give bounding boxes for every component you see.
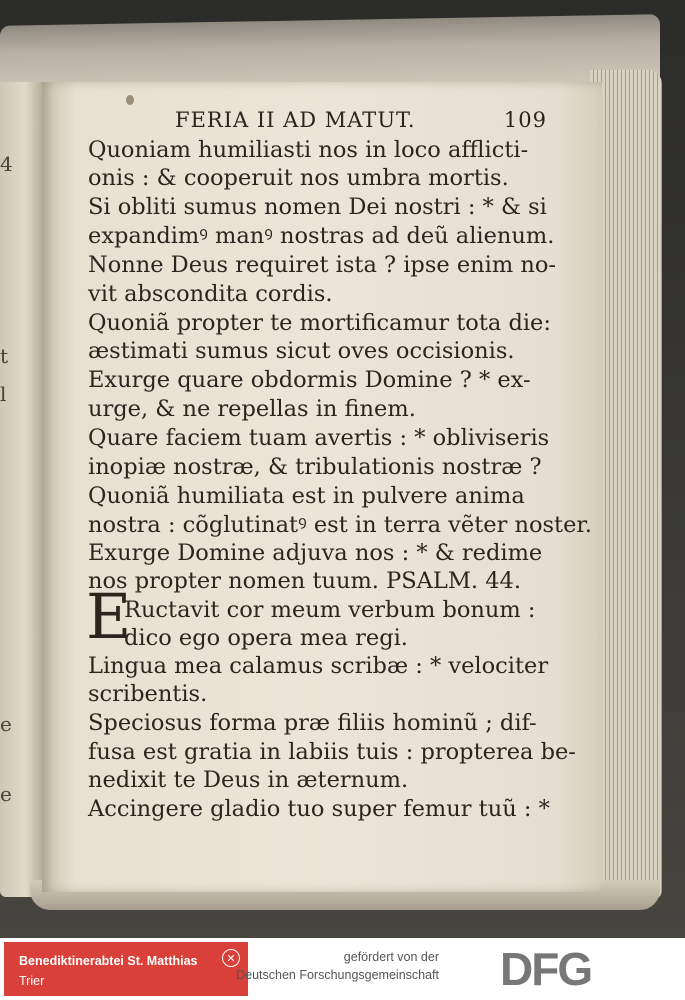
funded-by-label: gefördert von der — [343, 950, 439, 964]
text-line: Nonne Deus requiret ista ? ipse enim no- — [88, 252, 556, 278]
text-line: æstimati sumus sicut oves occisionis. — [88, 338, 515, 364]
left-margin-char: t — [0, 344, 9, 368]
text-line: Accingere gladio tuo super femur tuũ : * — [88, 796, 550, 822]
text-line: nos propter nomen tuum. PSALM. 44. — [88, 568, 521, 594]
text-line: Quoniã humiliata est in pulvere anima — [88, 483, 525, 509]
text-line: inopiæ nostræ, & tribulationis nostræ ? — [88, 454, 542, 480]
dfg-logo[interactable]: DFG — [500, 943, 592, 995]
text-line: Quoniam humiliasti nos in loco afflicti- — [88, 137, 529, 163]
institution-name: Benediktinerabtei St. Matthias — [19, 954, 198, 968]
text-line: dico ego opera mea regi. — [124, 625, 408, 651]
text-line: Exurge Domine adjuva nos : * & redime — [88, 540, 543, 566]
ornament-dot — [126, 95, 134, 105]
institution-emblem-icon: ✕ — [222, 949, 240, 967]
text-line: nedixit te Deus in æternum. — [88, 767, 409, 793]
text-line: Quare faciem tuam avertis : * obliviseris — [88, 425, 550, 451]
left-margin-char: e — [0, 782, 12, 806]
drop-cap: E — [86, 580, 132, 653]
funder-name: Deutschen Forschungsgemeinschaft — [236, 968, 439, 982]
left-page — [0, 82, 42, 897]
text-line: urge, & ne repellas in finem. — [88, 396, 416, 422]
text-line: Quoniã propter te mortificamur tota die: — [88, 310, 551, 336]
text-line: Exurge quare obdormis Domine ? * ex- — [88, 367, 531, 393]
text-line: scribentis. — [88, 681, 208, 707]
left-margin-char: e — [0, 712, 12, 736]
text-line: Speciosus forma præ filiis hominũ ; dif- — [88, 710, 537, 736]
institution-banner[interactable] — [4, 942, 248, 996]
left-margin-char: 4 — [0, 152, 13, 176]
page-number: 109 — [503, 108, 547, 132]
text-line: vit abscondita cordis. — [88, 281, 333, 307]
text-line: Si obliti sumus nomen Dei nostri : * & si — [88, 194, 547, 220]
institution-city: Trier — [19, 974, 45, 988]
running-head: FERIA II AD MATUT. — [175, 108, 416, 132]
text-line: Ructavit cor meum verbum bonum : — [124, 597, 536, 623]
text-line: onis : & cooperuit nos umbra mortis. — [88, 165, 509, 191]
text-line: nostra : cõglutinatꝰ est in terra vẽter noster. — [88, 512, 592, 538]
footer-bar — [0, 938, 685, 1000]
left-margin-char: l — [0, 382, 7, 406]
text-line: expandimꝰ manꝰ nostras ad deũ alienum. — [88, 223, 555, 249]
page-header — [175, 108, 547, 136]
text-line: Lingua mea calamus scribæ : * velociter — [88, 653, 549, 679]
text-line: fusa est gratia in labiis tuis : propterea be- — [88, 739, 576, 765]
